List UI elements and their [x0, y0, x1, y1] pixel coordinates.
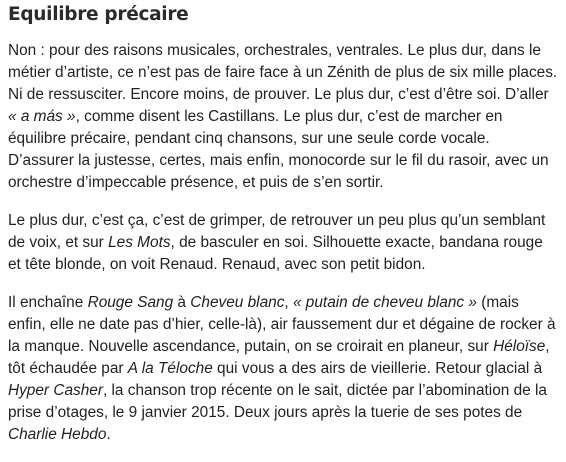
text-segment: Il enchaîne: [8, 294, 88, 311]
text-segment: de voix, et sur: [8, 234, 109, 251]
text-segment: , la chanson trop récente on le sait, dictée par l’abomination de la: [102, 382, 547, 399]
paragraph-line: [8, 336, 560, 358]
article-paragraph: [8, 292, 560, 446]
text-segment: enfin, elle ne date pas d’hier, celle-là), air faussement dur et dégaine de rocker à: [8, 316, 556, 333]
text-segment: la manque. Nouvelle ascendance, putain, on se croirait en planeur, sur: [8, 338, 494, 355]
paragraph-line: [8, 254, 560, 276]
text-segment: Ni de ressusciter. Encore moins, de prouver. Le plus dur, c’est d’être soi. D’aller: [8, 86, 549, 103]
paragraph-line: [8, 380, 560, 402]
italic-title-text: Charlie Hebdo: [8, 426, 107, 443]
text-segment: à: [173, 294, 191, 311]
italic-title-text: Héloïse: [493, 338, 546, 355]
paragraph-line: [8, 232, 560, 254]
italic-title-text: « putain de cheveu blanc »: [292, 294, 477, 311]
italic-title-text: « a más »: [8, 108, 76, 125]
article-body: [8, 40, 560, 446]
paragraph-line: [8, 128, 560, 150]
paragraph-line: [8, 210, 560, 232]
text-segment: Non : pour des raisons musicales, orchestrales, ventrales. Le plus dur, dans le: [8, 42, 541, 59]
paragraph-line: [8, 84, 560, 106]
text-segment: Le plus dur, c’est ça, c’est de grimper, de retrouver un peu plus qu’un semblant: [8, 212, 546, 229]
text-segment: qui vous a des airs de vieillerie. Retour glacial à: [212, 360, 543, 377]
article-heading: Equilibre précaire: [8, 4, 189, 25]
paragraph-line: [8, 358, 560, 380]
text-segment: et tête blonde, on voit Renaud. Renaud, avec son petit bidon.: [8, 256, 426, 273]
text-segment: D’assurer la justesse, certes, mais enfin, monocorde sur le fil du rasoir, avec un: [8, 152, 549, 169]
paragraph-line: [8, 314, 560, 336]
article-paragraph: [8, 210, 560, 276]
text-segment: prise d’otages, le 9 janvier 2015. Deux jours après la tuerie de ses potes de: [8, 404, 523, 421]
paragraph-line: [8, 402, 560, 424]
paragraph-line: [8, 292, 560, 314]
paragraph-line: [8, 106, 560, 128]
italic-title-text: A la Téloche: [127, 360, 213, 377]
paragraph-line: [8, 150, 560, 172]
text-segment: , comme disent les Castillans. Le plus dur, c’est de marcher en: [75, 108, 503, 125]
italic-title-text: Hyper Casher: [8, 382, 103, 399]
text-segment: orchestre d’impeccable présence, et puis de s’en sortir.: [8, 174, 384, 191]
text-segment: équilibre précaire, pendant cinq chansons, sur une seule corde vocale.: [8, 130, 490, 147]
text-segment: , de basculer en soi. Silhouette exacte, bandana rouge: [170, 234, 543, 251]
article: [8, 0, 560, 462]
text-segment: (mais: [476, 294, 519, 311]
text-segment: ,: [545, 338, 550, 355]
text-segment: .: [106, 426, 111, 443]
text-segment: ,: [284, 294, 293, 311]
text-segment: tôt échaudée par: [8, 360, 128, 377]
italic-title-text: Rouge Sang: [87, 294, 174, 311]
italic-title-text: Cheveu blanc: [190, 294, 285, 311]
article-paragraph: [8, 40, 560, 194]
paragraph-line: [8, 62, 560, 84]
paragraph-line: [8, 40, 560, 62]
paragraph-line: [8, 172, 560, 194]
paragraph-line: [8, 424, 560, 446]
italic-title-text: Les Mots: [108, 234, 171, 251]
text-segment: métier d’artiste, ce n’est pas de faire face à un Zénith de plus de six mille places.: [8, 64, 558, 81]
